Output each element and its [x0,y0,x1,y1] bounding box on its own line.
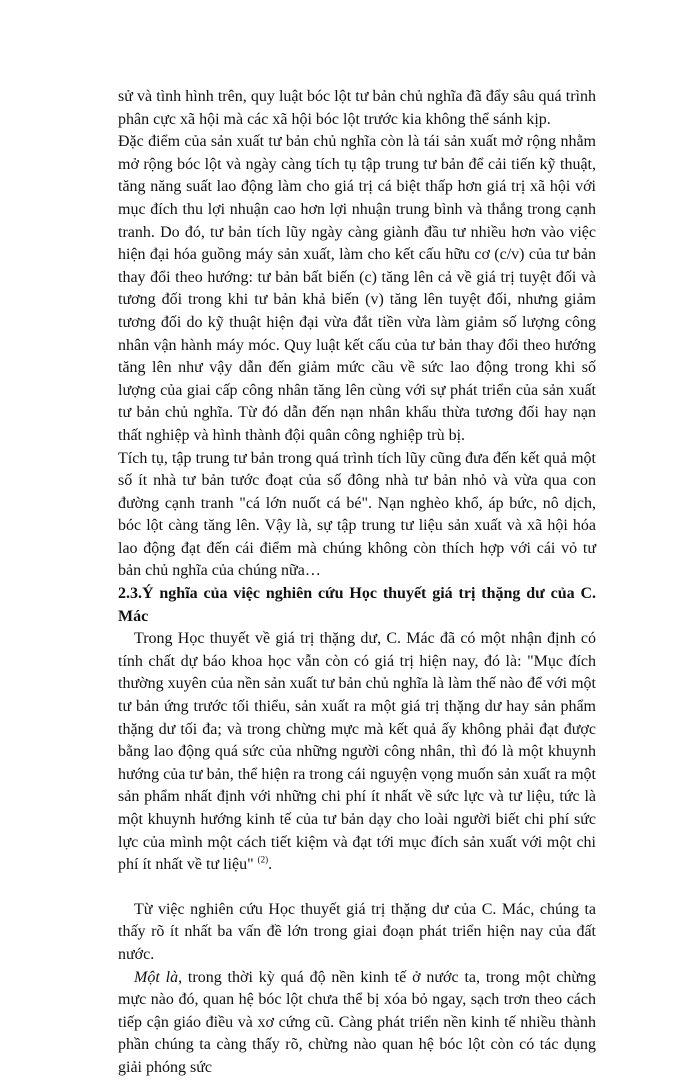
document-page [118,86,596,1080]
paragraph-4-end: . [268,856,273,874]
paragraph-5: Từ việc nghiên cứu Học thuyết giá trị thặng dư của C. Mác, chúng ta thấy rõ ít nhất ba vấn đề lớn trong giai đoạn phát triển hiện nay của đất nước. [118,900,596,963]
paragraph-6-lead: Một là [134,968,179,986]
paragraph-4 [118,628,596,877]
paragraph-1: sử và tình hình trên, quy luật bóc lột tư bản chủ nghĩa đã đẩy sâu quá trình phân cực xã hội mà các xã hội bóc lột trước kia không thể sánh kịp. [118,88,596,128]
paragraph-6 [118,967,596,1080]
paragraph-3: Tích tụ, tập trung tư bản trong quá trình tích lũy cũng đưa đến kết quả một số ít nhà tư bản tước đoạt của số đông nhà tư bản nhỏ và vừa qua con đường cạnh tranh "cá lớn nuốt cá bé". Nạn nghèo khổ, áp bức, nô dịch, bóc lột càng tăng lên. Vậy là, sự tập trung tư liệu sản xuất và xã hội hóa lao động đạt đến cái điểm mà chúng không còn thích hợp với cái vỏ tư bản chủ nghĩa của chúng nữa… [118,449,596,580]
paragraph-2: Đặc điểm của sản xuất tư bản chủ nghĩa còn là tái sản xuất mở rộng nhằm mở rộng bóc lột và ngày càng tích tụ tập trung tư bản để cải tiến kỹ thuật, tăng năng suất lao động làm cho giá trị cá biệt thấp hơn giá trị xã hội với mục đích thu lợi nhuận cao hơn lợi nhuận trung bình và thắng trong cạnh tranh. Do đó, tư bản tích lũy ngày càng giành đầu tư nhiều hơn vào việc hiện đại hóa guồng máy sản xuất, làm cho kết cấu hữu cơ (c/v) của tư bản thay đổi theo hướng: tư bản bất biến (c) tăng lên cả về giá trị tuyệt đối và tương đối trong khi tư bản khả biến (v) tăng lên tuyệt đối, nhưng giảm tương đối do kỹ thuật hiện đại vừa đắt tiền vừa làm giảm số lượng công nhân vận hành máy móc. Quy luật kết cấu của tư bản thay đổi theo hướng tăng lên như vậy dẫn đến giảm mức cầu về sức lao động trong khi số lượng của giai cấp công nhân tăng lên cùng với sự phát triển của sản xuất tư bản chủ nghĩa. Từ đó dẫn đến nạn nhân khẩu thừa tương đối hay nạn thất nghiệp và hình thành đội quân công nghiệp trù bị. [118,133,596,444]
footnote-marker: (2) [257,854,269,865]
section-heading: 2.3.Ý nghĩa của việc nghiên cứu Học thuyết giá trị thặng dư của C. Mác [118,585,596,625]
paragraph-4-text: Trong Học thuyết về giá trị thặng dư, C. Mác đã có một nhận định có tính chất dự báo khoa học vẫn còn có giá trị hiện nay, đó là: "Mục đích thường xuyên của nền sản xuất tư bản chủ nghĩa là làm thế nào để với một tư bản ứng trước tối thiểu, sản xuất ra một giá trị thặng dư hay sản phẩm thặng dư tối đa; và trong chừng mực mà kết quả ấy không phải đạt được bằng lao động quá sức của những người công nhân, thì đó là một khuynh hướng của tư bản, thể hiện ra trong cái nguyện vọng muốn sản xuất ra một sản phẩm nhất định với những chi phí ít nhất về sức lực và tư liệu, tức là một khuynh hướng kinh tế của tư bản dạy cho loài người biết chi phí sức lực của mình một cách tiết kiệm và đạt tới mục đích sản xuất với một chi phí ít nhất về tư liệu" [118,630,596,874]
paragraph-gap [118,877,596,899]
paragraph-6-text: , trong thời kỳ quá độ nền kinh tế ở nước ta, trong một chừng mực nào đó, quan hệ bóc lột chưa thể bị xóa bỏ ngay, sạch trơn theo cách tiếp cận giáo điều và xơ cứng cũ. Càng phát triển nền kinh tế nhiều thành phần chúng ta càng thấy rõ, chừng nào quan hệ bóc lột còn có tác dụng giải phóng sức [118,968,597,1076]
